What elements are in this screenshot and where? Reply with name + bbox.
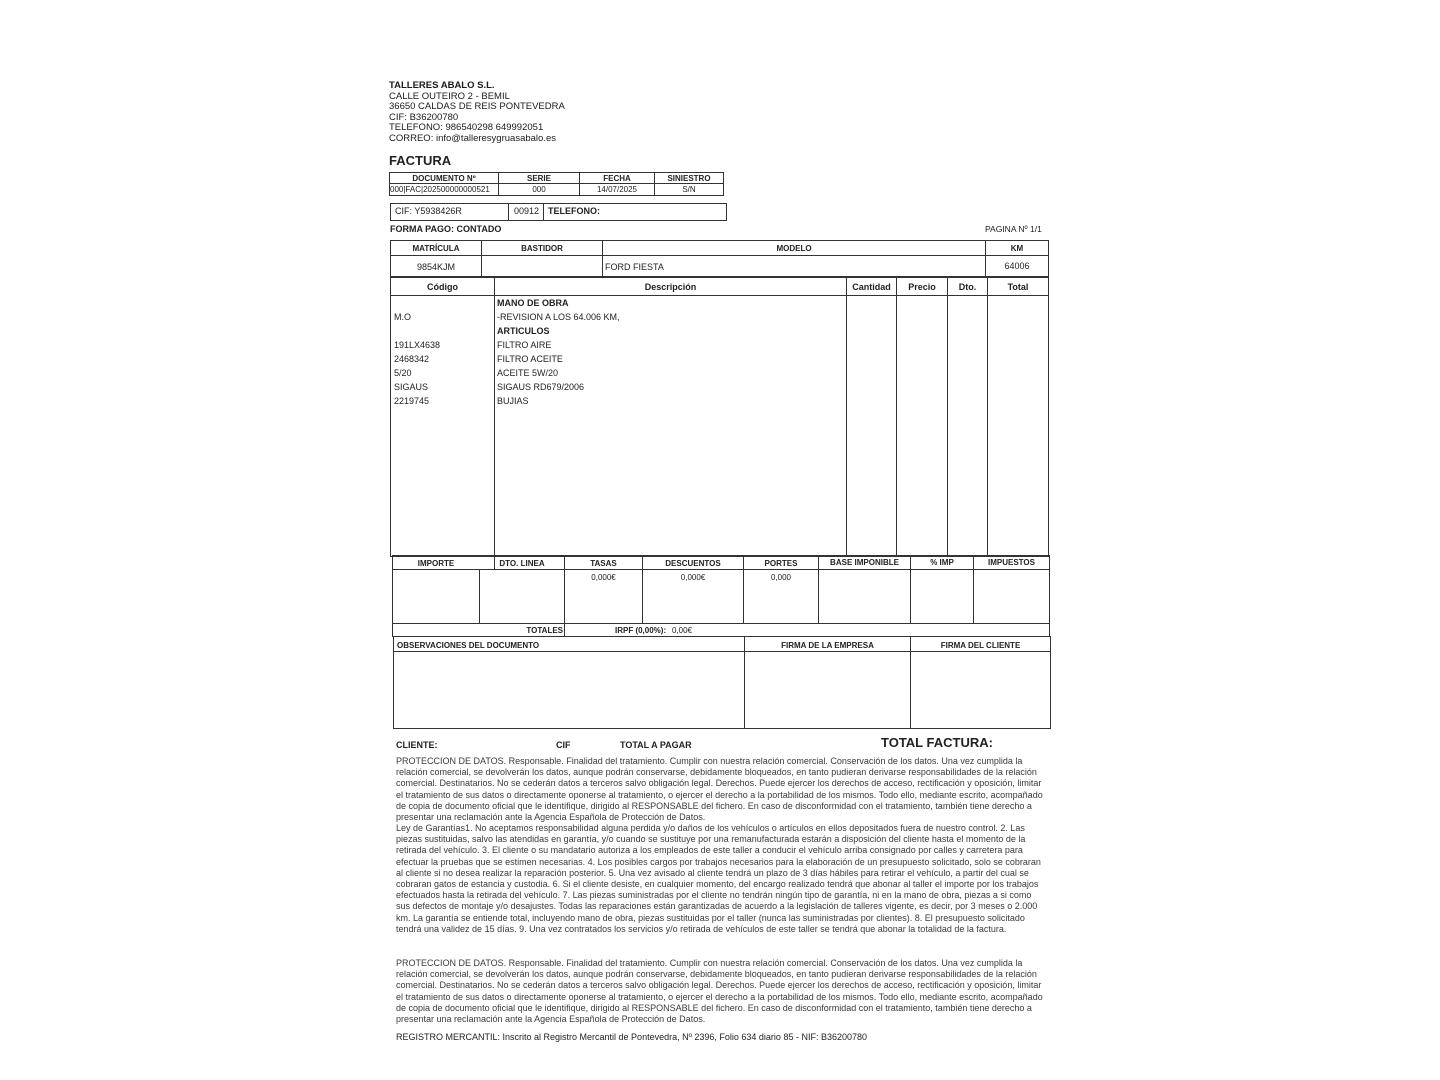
value-tasas: 0,000€ bbox=[591, 573, 616, 582]
line-item-code: 191LX4638 bbox=[394, 340, 441, 350]
col-codigo: Código bbox=[427, 282, 458, 292]
col-total: Total bbox=[1007, 282, 1029, 292]
company-info bbox=[389, 81, 565, 145]
vehicle-header-matricula: MATRÍCULA bbox=[412, 244, 460, 253]
document-title: FACTURA bbox=[389, 153, 452, 168]
col-descripcion: Descripción bbox=[644, 282, 697, 292]
totales-label: TOTALES bbox=[526, 626, 563, 635]
total-factura-label: TOTAL FACTURA: bbox=[881, 735, 993, 750]
customer-phone-label: TELEFONO: bbox=[548, 206, 600, 216]
line-item-description: -REVISION A LOS 64.006 KM, bbox=[497, 312, 620, 322]
header-documento: DOCUMENTO Nº bbox=[390, 173, 499, 184]
total-pagar-label: TOTAL A PAGAR bbox=[620, 740, 692, 750]
customer-box bbox=[390, 203, 727, 221]
totals-portes: PORTES bbox=[764, 559, 798, 568]
line-item-description: FILTRO AIRE bbox=[497, 340, 552, 350]
line-item-description: MANO DE OBRA bbox=[497, 298, 569, 308]
totals-base-imponible: BASE IMPONIBLE bbox=[830, 558, 899, 567]
line-item-code: 5/20 bbox=[394, 368, 412, 378]
totals-table bbox=[392, 555, 1050, 637]
registro-mercantil: REGISTRO MERCANTIL: Inscrito al Registro Mercantil de Pontevedra, Nº 2396, Folio 634 diario 85 - NIF: B36200780 bbox=[396, 1032, 867, 1042]
payment-method: FORMA PAGO: CONTADO bbox=[390, 224, 502, 234]
line-item-description: SIGAUS RD679/2006 bbox=[497, 382, 585, 392]
line-item-description: ACEITE 5W/20 bbox=[497, 368, 559, 378]
line-item-description: BUJIAS bbox=[497, 396, 529, 406]
line-item-code: 2468342 bbox=[394, 354, 430, 364]
irpf-label: IRPF (0,00%): bbox=[615, 626, 667, 635]
value-documento: 000|FAC|202500000000521 bbox=[390, 184, 499, 196]
value-serie: 000 bbox=[499, 184, 580, 196]
line-item-code: 2219745 bbox=[394, 396, 430, 406]
vehicle-modelo: FORD FIESTA bbox=[605, 262, 664, 272]
company-address: CALLE OUTEIRO 2 - BEMIL bbox=[389, 90, 510, 102]
header-siniestro: SINIESTRO bbox=[655, 173, 724, 184]
totals-impuestos: IMPUESTOS bbox=[988, 558, 1035, 567]
totals-porcentaje-imp: % IMP bbox=[930, 558, 954, 567]
totals-importe: IMPORTE bbox=[417, 559, 455, 568]
col-dto: Dto. bbox=[958, 282, 977, 292]
page-number: PAGINA Nº 1/1 bbox=[985, 224, 1042, 234]
value-siniestro: S/N bbox=[655, 184, 724, 196]
firma-cliente-label: FIRMA DEL CLIENTE bbox=[940, 641, 1021, 650]
vehicle-matricula: 9854KJM bbox=[416, 262, 456, 272]
vehicle-km: 64006 bbox=[1004, 261, 1030, 271]
line-item-description: ARTICULOS bbox=[497, 326, 550, 336]
company-cif: CIF: B36200780 bbox=[389, 111, 459, 123]
footer-cif-label: CIF bbox=[556, 740, 571, 750]
value-descuentos: 0,000€ bbox=[680, 573, 706, 582]
line-item-code: M.O bbox=[394, 312, 411, 322]
firma-empresa-label: FIRMA DE LA EMPRESA bbox=[781, 641, 874, 650]
observaciones-label: OBSERVACIONES DEL DOCUMENTO bbox=[397, 641, 540, 650]
vehicle-header-modelo: MODELO bbox=[776, 244, 812, 253]
customer-code: 00912 bbox=[514, 206, 540, 216]
legal-guarantees: Ley de Garantías1. No aceptamos responsabilidad alguna perdida y/o daños de los vehículos o artículos en ellos depositados fuera de nuestro control. 2. Las piezas sustituidas, salvo las atendidas en garantía, y/o cuando se sustituye por una remanufacturada estarán a disposición del cliente hasta el momento de la retirada del vehículo. 3. El cliente o su mandatario autoriza a los empleados de este taller a conducir el vehículo arriba consignado por calles y carretera para efectuar la pruebas que se estimen necesarias. 4. Los posibles cargos por trabajos necesarios para la elaboración de un presupuesto solicitado, solo se cobraran al cliente si no desea realizar la reparación posterior. 5. Una vez avisado al cliente tendrá un plazo de 3 días hábiles para retirar el vehículo, a partir del cual se cobraran gatos de estancia y custodia. 6. Si el cliente desiste, en cualquier momento, del encargo realizado tendrá que abonar al taller el importe por los trabajos efectuados hasta la retirada del vehículo. 7. Las piezas suministradas por el cliente no tendrán ningún tipo de garantía, ni en la mano de obra, piezas a si como sus defectos de montaje y/o desajustes. Todas las reparaciones están garantizadas de acuerdo a la legislación de talleres vigente, es decir, por 3 meses o 2.000 km. La garantía se entiende total, incluyendo mano de obra, piezas sustituidas por el taller (nunca las suministradas por clientes). 8. El presupuesto solicitado tendrá una validez de 15 días. 9. Una vez contratados los servicios y/o retirada de vehículos de este taller se tendrá que abonar la totalidad de la factura. bbox=[396, 823, 1041, 934]
legal-data-protection-repeat: PROTECCION DE DATOS. Responsable. Finalidad del tratamiento. Cumplir con nuestra relación comercial. Conservación de los datos. Una vez cumplida la relación comercial, se devolverán los datos, aunque podrán conservarse, debidamente bloqueados, en tanto pudieran derivarse responsabilidades de la relación comercial. Destinatarios. No se cederán datos a terceros salvo obligación legal. Derechos. Puede ejercer los derechos de acceso, rectificación y oposición, limitar el tratamiento de sus datos o directamente oponerse al tratamiento, o ejercer el derecho a la portabilidad de los mismos. Todo ello, mediante escrito, acompañado de copia de documento oficial que le identifique, dirigido al RESPONSABLE del fichero. En caso de disconformidad con el tratamiento, también tiene derecho a presentar una reclamación ante la Agencia Española de Protección de Datos. bbox=[396, 958, 1043, 1025]
document-header-table bbox=[389, 172, 724, 196]
irpf-value: 0,00€ bbox=[672, 626, 693, 635]
line-item-code: SIGAUS bbox=[394, 382, 429, 392]
totals-tasas: TASAS bbox=[590, 559, 617, 568]
col-precio: Precio bbox=[908, 282, 936, 292]
vehicle-header-bastidor: BASTIDOR bbox=[521, 244, 563, 253]
company-city: 36650 CALDAS DE REIS PONTEVEDRA bbox=[389, 101, 565, 113]
totals-dto-linea: DTO. LINEA bbox=[499, 559, 545, 568]
signatures-table bbox=[393, 636, 1051, 729]
value-fecha: 14/07/2025 bbox=[580, 184, 655, 196]
value-portes: 0,000 bbox=[770, 573, 792, 582]
header-serie: SERIE bbox=[499, 173, 580, 184]
header-fecha: FECHA bbox=[580, 173, 655, 184]
line-item-description: FILTRO ACEITE bbox=[497, 354, 563, 364]
line-items-table bbox=[390, 276, 1049, 557]
legal-data-protection: PROTECCION DE DATOS. Responsable. Finalidad del tratamiento. Cumplir con nuestra relación comercial. Conservación de los datos. Una vez cumplida la relación comercial, se devolverán los datos, aunque podrán conservarse, debidamente bloqueados, en tanto pudieran derivarse responsabilidades de la relación comercial. Destinatarios. No se cederán datos a terceros salvo obligación legal. Derechos. Puede ejercer los derechos de acceso, rectificación y oposición, limitar el tratamiento de sus datos o directamente oponerse al tratamiento, o ejercer el derecho a la portabilidad de los mismos. Todo ello, mediante escrito, acompañado de copia de documento oficial que le identifique, dirigido al RESPONSABLE del fichero. En caso de disconformidad con el tratamiento, también tiene derecho a presentar una reclamación ante la Agencia Española de Protección de Datos. bbox=[396, 756, 1043, 823]
cliente-label: CLIENTE: bbox=[396, 740, 438, 750]
vehicle-header-km: KM bbox=[1010, 244, 1024, 253]
col-cantidad: Cantidad bbox=[852, 282, 891, 292]
customer-cif: CIF: Y5938426R bbox=[395, 206, 462, 216]
vehicle-table bbox=[390, 240, 1049, 278]
company-phone: TELEFONO: 986540298 649992051 bbox=[389, 122, 544, 134]
company-email: CORREO: info@talleresygruasabalo.es bbox=[389, 132, 556, 144]
company-name: TALLERES ABALO S.L. bbox=[389, 80, 495, 91]
totals-descuentos: DESCUENTOS bbox=[665, 559, 721, 568]
